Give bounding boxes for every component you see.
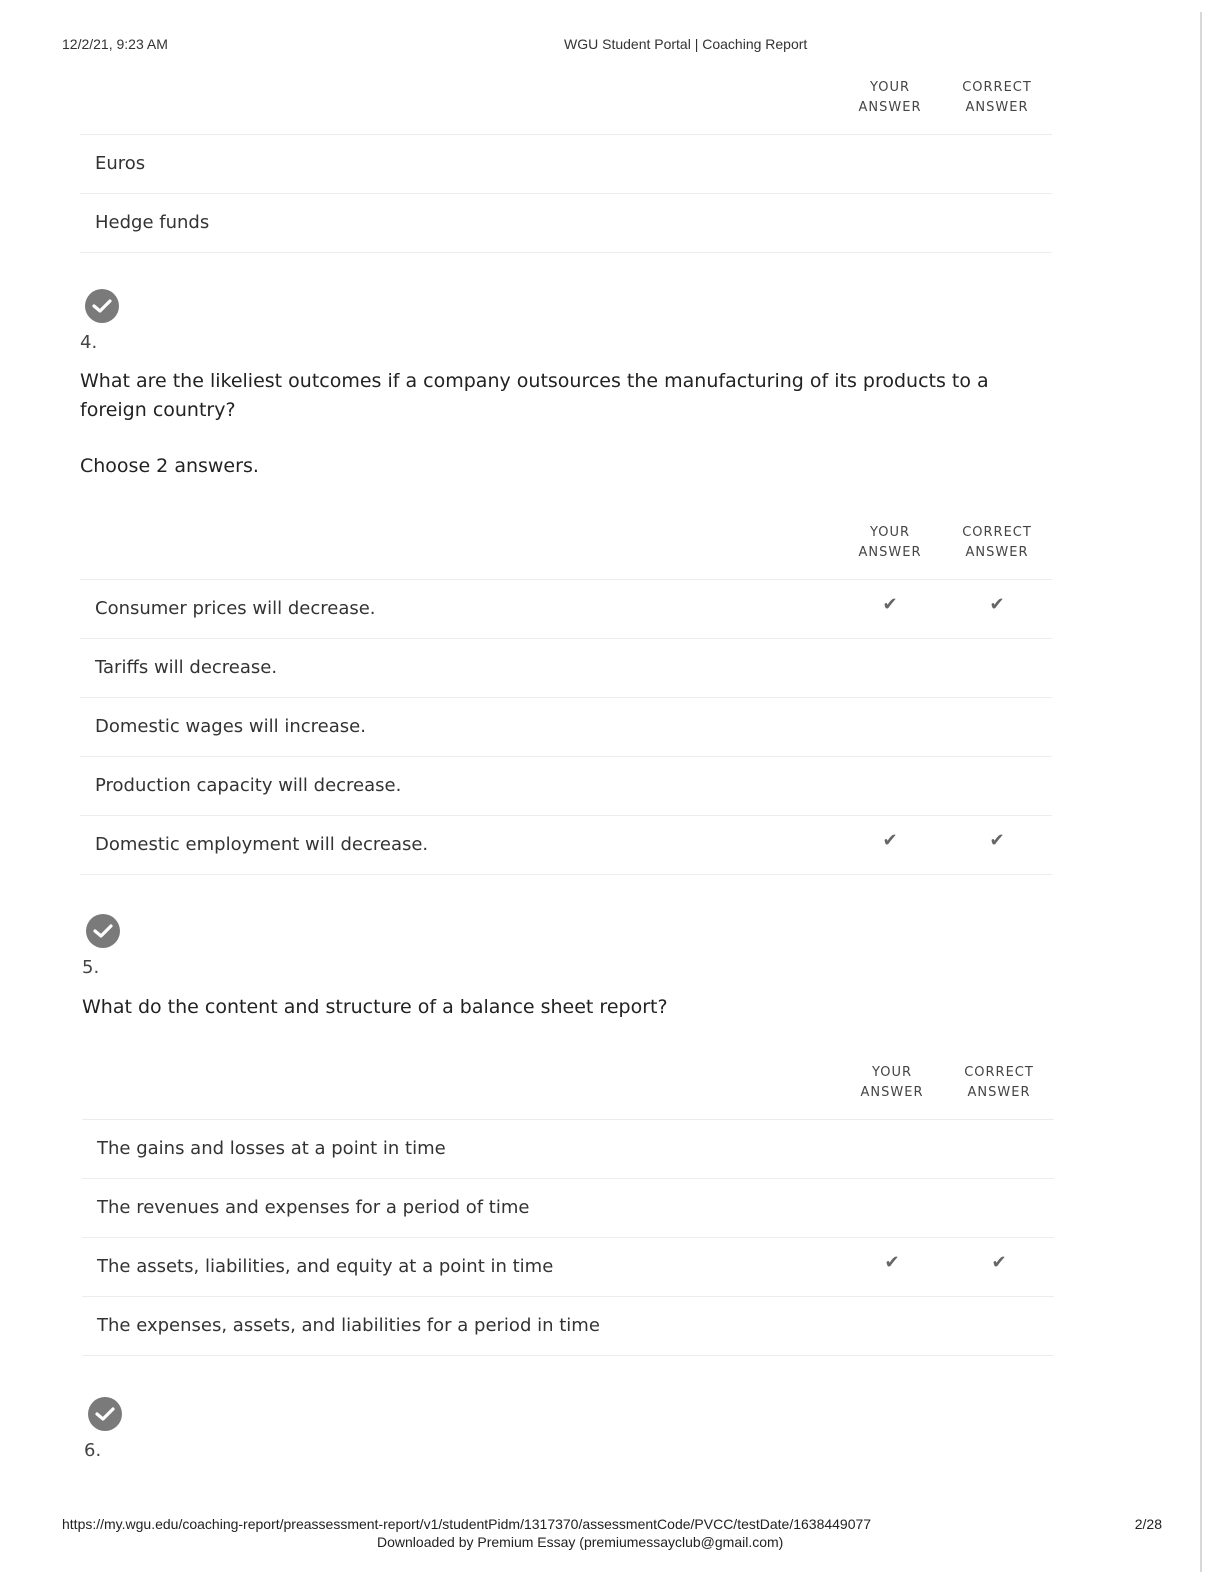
page-count: 2/28 xyxy=(1134,1516,1162,1532)
question-number: 6. xyxy=(84,1440,102,1461)
header-line: CORRECT xyxy=(962,80,1032,95)
answer-option-row xyxy=(80,135,1052,194)
print-datetime: 12/2/21, 9:23 AM xyxy=(62,36,168,52)
option-text: The revenues and expenses for a period of time xyxy=(97,1197,530,1218)
option-text: Domestic employment will decrease. xyxy=(95,834,429,855)
your-answer-check-icon: ✔ xyxy=(882,594,898,614)
question-number: 5. xyxy=(82,957,100,978)
answer-option-row xyxy=(80,816,1052,875)
check-circle-icon xyxy=(85,289,119,323)
option-text: Euros xyxy=(95,153,146,174)
page-edge-line xyxy=(1200,12,1202,1572)
answer-table-q5 xyxy=(82,1063,1054,1356)
answer-option-row xyxy=(80,698,1052,757)
your-answer-header xyxy=(847,1063,937,1103)
answer-option-row xyxy=(80,757,1052,816)
your-answer-header xyxy=(845,78,935,118)
option-text: Tariffs will decrease. xyxy=(95,657,278,678)
header-line: ANSWER xyxy=(965,545,1029,560)
correct-answer-header xyxy=(952,523,1042,563)
question-instruction: Choose 2 answers. xyxy=(80,455,259,477)
header-line: ANSWER xyxy=(965,100,1029,115)
answer-option-row xyxy=(82,1297,1054,1356)
your-answer-header xyxy=(845,523,935,563)
correct-answer-check-icon: ✔ xyxy=(989,594,1005,614)
check-circle-icon xyxy=(88,1397,122,1431)
table-header xyxy=(82,1063,1054,1120)
print-footer xyxy=(62,1514,1162,1554)
option-text: The gains and losses at a point in time xyxy=(97,1138,446,1159)
your-answer-check-icon: ✔ xyxy=(884,1252,900,1272)
answer-option-row xyxy=(80,194,1052,253)
table-header xyxy=(80,523,1052,580)
option-text: Hedge funds xyxy=(95,212,210,233)
answer-table-q4 xyxy=(80,523,1052,875)
answer-option-row xyxy=(80,580,1052,639)
option-text: Production capacity will decrease. xyxy=(95,775,402,796)
correct-answer-check-icon: ✔ xyxy=(991,1252,1007,1272)
table-header xyxy=(80,78,1052,135)
header-line: ANSWER xyxy=(967,1085,1031,1100)
your-answer-check-icon: ✔ xyxy=(882,830,898,850)
page-url: https://my.wgu.edu/coaching-report/preassessment-report/v1/studentPidm/1317370/assessmentCode/PVCC/testDate/1638449077 xyxy=(62,1516,872,1532)
question-text: What are the likeliest outcomes if a company outsources the manufacturing of its products to a foreign country? xyxy=(80,370,989,421)
print-title: WGU Student Portal | Coaching Report xyxy=(564,36,808,52)
option-text: Consumer prices will decrease. xyxy=(95,598,376,619)
option-text: Domestic wages will increase. xyxy=(95,716,366,737)
answer-option-row xyxy=(82,1120,1054,1179)
download-note: Downloaded by Premium Essay (premiumessayclub@gmail.com) xyxy=(377,1534,784,1550)
print-header xyxy=(62,36,1162,54)
check-circle-icon xyxy=(86,914,120,948)
question-text: What do the content and structure of a balance sheet report? xyxy=(82,996,668,1018)
question-number: 4. xyxy=(80,332,98,353)
correct-answer-header xyxy=(954,1063,1044,1103)
answer-option-row xyxy=(82,1179,1054,1238)
header-line: YOUR xyxy=(871,1065,912,1080)
header-line: ANSWER xyxy=(858,545,922,560)
header-line: YOUR xyxy=(869,80,910,95)
header-line: ANSWER xyxy=(860,1085,924,1100)
option-text: The assets, liabilities, and equity at a point in time xyxy=(97,1256,554,1277)
answer-table-q3 xyxy=(80,78,1052,253)
header-line: ANSWER xyxy=(858,100,922,115)
header-line: YOUR xyxy=(869,525,910,540)
answer-option-row xyxy=(82,1238,1054,1297)
answer-option-row xyxy=(80,639,1052,698)
option-text: The expenses, assets, and liabilities for a period in time xyxy=(97,1315,600,1336)
header-line: CORRECT xyxy=(962,525,1032,540)
correct-answer-header xyxy=(952,78,1042,118)
header-line: CORRECT xyxy=(964,1065,1034,1080)
correct-answer-check-icon: ✔ xyxy=(989,830,1005,850)
